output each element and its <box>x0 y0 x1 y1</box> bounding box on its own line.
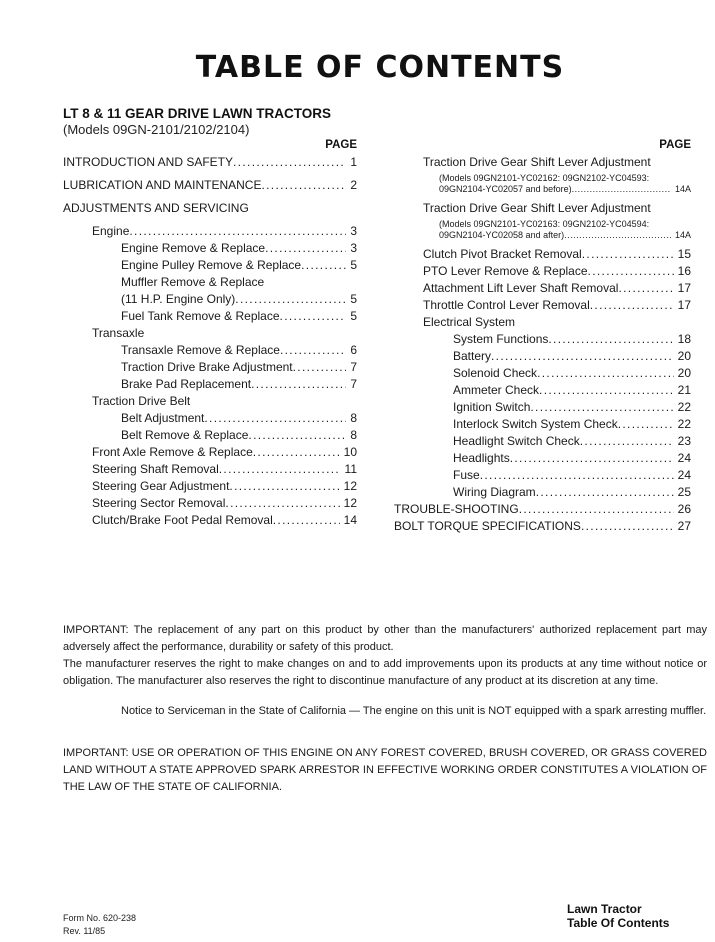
toc-entry <box>121 292 357 306</box>
toc-entry-leader <box>249 201 353 215</box>
toc-entry-leader <box>251 377 346 391</box>
toc-entry-label: Steering Gear Adjustment <box>92 479 230 493</box>
toc-entry-label: (11 H.P. Engine Only) <box>121 292 236 306</box>
toc-entry-page <box>353 326 357 340</box>
toc-entry-label: Throttle Control Lever Removal <box>423 298 590 312</box>
california-notice: Notice to Serviceman in the State of California — The engine on this unit is NOT equipped with a spark arresting muffler. <box>121 705 707 717</box>
toc-entry-page: 26 <box>677 502 691 516</box>
toc-entry-label: LUBRICATION AND MAINTENANCE <box>63 178 262 192</box>
toc-entry-label: Steering Sector Removal <box>92 496 226 510</box>
toc-entry-page <box>687 315 691 329</box>
toc-entry-page: 2 <box>350 178 357 192</box>
toc-entry-page <box>687 173 691 184</box>
toc-entry-leader <box>649 173 687 184</box>
toc-entry <box>439 173 691 184</box>
toc-entry <box>121 377 357 391</box>
toc-entry-label: Transaxle Remove & Replace <box>121 343 280 357</box>
toc-entry-leader <box>233 155 346 169</box>
toc-entry <box>121 258 357 272</box>
toc-entry-page: 3 <box>350 241 357 255</box>
toc-entry-page: 8 <box>350 411 357 425</box>
toc-entry-page: 11 <box>344 462 357 476</box>
form-number: Form No. 620-238 <box>63 913 137 923</box>
toc-entry-leader <box>248 428 346 442</box>
toc-entry-page: 24 <box>677 451 691 465</box>
toc-entry-label: Headlights <box>453 451 510 465</box>
toc-entry <box>92 513 357 527</box>
toc-entry-page: 14A <box>674 230 691 240</box>
toc-entry <box>453 468 691 482</box>
toc-entry-leader <box>580 434 674 448</box>
toc-entry-leader <box>264 275 353 289</box>
toc-entry-page: 12 <box>343 479 357 493</box>
toc-entry-leader <box>280 343 346 357</box>
toc-entry-page: 21 <box>677 383 691 397</box>
toc-entry-page: 7 <box>350 377 357 391</box>
page-title: TABLE OF CONTENTS <box>195 50 565 85</box>
toc-entry-leader <box>618 281 673 295</box>
toc-entry-page <box>687 219 691 230</box>
toc-entry-leader <box>261 178 346 192</box>
toc-entry <box>121 360 357 374</box>
toc-entry-leader <box>537 366 674 380</box>
left-page-header: PAGE <box>325 139 357 151</box>
toc-entry-label: (Models 09GN2101-YC02163: 09GN2102-YC04594: <box>439 219 650 229</box>
toc-entry-label: Fuse <box>453 468 480 482</box>
toc-entry-page: 10 <box>343 445 357 459</box>
toc-entry <box>423 298 691 312</box>
toc-entry <box>423 315 691 329</box>
toc-entry-page: 15 <box>677 247 691 261</box>
toc-entry-label: Headlight Switch Check <box>453 434 580 448</box>
toc-entry-leader <box>564 230 671 241</box>
toc-entry-label: Solenoid Check <box>453 366 538 380</box>
toc-entry-label: BOLT TORQUE SPECIFICATIONS <box>394 519 581 533</box>
toc-entry-page: 14 <box>343 513 357 527</box>
toc-entry-leader <box>204 411 346 425</box>
toc-entry-leader <box>190 394 353 408</box>
toc-entry <box>423 155 691 169</box>
toc-entry-page: 5 <box>350 309 357 323</box>
toc-entry-page <box>687 155 691 169</box>
toc-entry-page: 12 <box>343 496 357 510</box>
toc-entry-page: 23 <box>677 434 691 448</box>
toc-entry-label: Steering Shaft Removal <box>92 462 219 476</box>
toc-entry <box>92 224 357 238</box>
toc-entry <box>92 496 357 510</box>
toc-entry-leader <box>510 451 674 465</box>
toc-entry-leader <box>536 485 674 499</box>
toc-entry-page: 20 <box>677 366 691 380</box>
toc-entry-page <box>353 201 357 215</box>
document-title: LT 8 & 11 GEAR DRIVE LAWN TRACTORS <box>63 106 332 121</box>
toc-entry <box>121 343 357 357</box>
toc-entry-page: 3 <box>350 224 357 238</box>
toc-entry <box>423 281 691 295</box>
toc-entry-label: ADJUSTMENTS AND SERVICING <box>63 201 249 215</box>
toc-entry <box>121 241 357 255</box>
toc-entry-leader <box>572 184 671 195</box>
document-label-line-2: Table Of Contents <box>567 916 670 930</box>
toc-entry-page: 6 <box>350 343 357 357</box>
toc-entry <box>92 445 357 459</box>
toc-entry-leader <box>235 292 346 306</box>
toc-entry-label: Front Axle Remove & Replace <box>92 445 253 459</box>
toc-entry-label: Belt Adjustment <box>121 411 205 425</box>
toc-entry-page: 27 <box>677 519 691 533</box>
toc-entry <box>423 201 691 215</box>
toc-entry-leader <box>539 383 674 397</box>
toc-entry-label: Muffler Remove & Replace <box>121 275 265 289</box>
toc-entry-label: Clutch Pivot Bracket Removal <box>423 247 582 261</box>
toc-entry-label: Clutch/Brake Foot Pedal Removal <box>92 513 273 527</box>
toc-entry <box>453 349 691 363</box>
toc-entry-label: (Models 09GN2101-YC02162: 09GN2102-YC04593: <box>439 173 650 183</box>
toc-entry-label: Ignition Switch <box>453 400 531 414</box>
toc-entry-page: 8 <box>350 428 357 442</box>
toc-entry <box>394 519 691 533</box>
toc-entry <box>453 451 691 465</box>
document-label <box>567 902 669 930</box>
toc-entry-label: Engine Remove & Replace <box>121 241 266 255</box>
toc-entry-page: 24 <box>677 468 691 482</box>
toc-entry-leader <box>515 315 687 329</box>
toc-entry-label: System Functions <box>453 332 549 346</box>
toc-entry <box>439 184 691 195</box>
toc-entry-leader <box>480 468 674 482</box>
toc-entry <box>121 309 357 323</box>
toc-entry-leader <box>590 298 674 312</box>
toc-entry-page: 5 <box>350 292 357 306</box>
important-notice-replacement: IMPORTANT: The replacement of any part on this product by other than the manufacturers' authorized replacement part may adversely affect the performance, durability or safety of this product. <box>63 624 707 653</box>
toc-entry-label: Belt Remove & Replace <box>121 428 249 442</box>
toc-entry-page <box>353 394 357 408</box>
toc-entry-label: Wiring Diagram <box>453 485 536 499</box>
toc-entry-leader <box>265 241 346 255</box>
manufacturer-notice: The manufacturer reserves the right to make changes on and to add improvements upon its products at any time without notice or obligation. The manufacturer also reserves the right to discontinue manufacture of any product at its discretion at any time. <box>63 658 707 687</box>
toc-entry-leader <box>582 247 674 261</box>
toc-entry <box>423 264 691 278</box>
toc-entry-label: Ammeter Check <box>453 383 540 397</box>
toc-entry-page: 5 <box>350 258 357 272</box>
revision: Rev. 11/85 <box>63 926 106 936</box>
toc-entry-label: PTO Lever Remove & Replace <box>423 264 588 278</box>
toc-entry-page: 16 <box>677 264 691 278</box>
toc-entry <box>453 400 691 414</box>
toc-entry <box>92 462 357 476</box>
toc-entry <box>92 479 357 493</box>
toc-entry-page: 25 <box>677 485 691 499</box>
toc-entry-page: 7 <box>350 360 357 374</box>
toc-entry <box>92 394 357 408</box>
toc-entry <box>453 332 691 346</box>
toc-entry-leader <box>649 219 687 230</box>
toc-entry-leader <box>519 502 674 516</box>
toc-entry-label: Traction Drive Gear Shift Lever Adjustment <box>423 201 651 215</box>
toc-entry-leader <box>530 400 673 414</box>
toc-entry <box>453 366 691 380</box>
toc-entry-label: INTRODUCTION AND SAFETY <box>63 155 234 169</box>
important-notice-spark-arrestor: IMPORTANT: USE OR OPERATION OF THIS ENGINE ON ANY FOREST COVERED, BRUSH COVERED, OR GRASS COVERED LAND WITHOUT A STATE APPROVED SPARK ARRESTOR IN EFFECTIVE WORKING ORDER CONSTITUTES A VIOLATION OF THE LAW OF THE STATE OF CALIFORNIA. <box>63 747 707 793</box>
toc-entry <box>423 247 691 261</box>
toc-entry-label: Traction Drive Gear Shift Lever Adjustment <box>423 155 651 169</box>
document-subtitle: (Models 09GN-2101/2102/2104) <box>63 122 250 137</box>
toc-entry-page <box>353 275 357 289</box>
toc-entry-leader <box>225 496 339 510</box>
toc-entry-label: Brake Pad Replacement <box>121 377 252 391</box>
toc-entry-leader <box>651 201 687 215</box>
toc-entry-leader <box>618 417 674 431</box>
toc-entry-page: 17 <box>677 281 691 295</box>
toc-entry-leader <box>651 155 687 169</box>
toc-entry-leader <box>301 258 346 272</box>
toc-entry-label: Traction Drive Belt <box>92 394 191 408</box>
toc-entry-label: Traction Drive Brake Adjustment <box>121 360 293 374</box>
toc-entry-label: Electrical System <box>423 315 516 329</box>
toc-entry-label: Battery <box>453 349 492 363</box>
toc-entry <box>453 383 691 397</box>
toc-entry-leader <box>144 326 353 340</box>
toc-entry-label: Interlock Switch System Check <box>453 417 618 431</box>
toc-entry <box>121 275 357 289</box>
toc-entry <box>121 411 357 425</box>
toc-entry-leader <box>581 519 674 533</box>
toc-entry-page: 17 <box>677 298 691 312</box>
toc-entry-leader <box>491 349 674 363</box>
toc-entry <box>453 417 691 431</box>
toc-entry-page: 1 <box>350 155 357 169</box>
toc-entry-page: 22 <box>677 417 691 431</box>
toc-entry-page: 14A <box>674 184 691 194</box>
toc-entry <box>92 326 357 340</box>
toc-entry-label: 09GN2104-YC02058 and after) <box>439 230 565 240</box>
toc-entry-leader <box>280 309 347 323</box>
toc-entry <box>394 502 691 516</box>
toc-entry-leader <box>229 479 339 493</box>
toc-entry-page: 20 <box>677 349 691 363</box>
toc-entry-leader <box>588 264 674 278</box>
toc-entry-label: Engine Pulley Remove & Replace <box>121 258 302 272</box>
toc-entry-leader <box>253 445 340 459</box>
toc-entry <box>453 485 691 499</box>
toc-entry <box>121 428 357 442</box>
form-info <box>63 912 136 938</box>
toc-entry-page: 22 <box>677 400 691 414</box>
toc-entry-leader <box>293 360 347 374</box>
toc-entry-page: 18 <box>677 332 691 346</box>
toc-entry <box>453 434 691 448</box>
toc-entry-leader <box>219 462 341 476</box>
toc-entry-label: Fuel Tank Remove & Replace <box>121 309 280 323</box>
toc-entry <box>439 230 691 241</box>
toc-entry-leader <box>273 513 340 527</box>
toc-entry-label: 09GN2104-YC02057 and before) <box>439 184 572 194</box>
toc-entry <box>63 201 357 215</box>
toc-entry <box>63 155 357 169</box>
toc-entry-leader <box>548 332 673 346</box>
toc-entry-page <box>687 201 691 215</box>
document-label-line-1: Lawn Tractor <box>567 902 642 916</box>
toc-entry-label: Engine <box>92 224 130 238</box>
toc-entry-label: TROUBLE-SHOOTING <box>394 502 519 516</box>
right-page-header: PAGE <box>659 139 691 151</box>
toc-entry <box>439 219 691 230</box>
toc-entry-label: Transaxle <box>92 326 145 340</box>
toc-entry-leader <box>129 224 346 238</box>
toc-entry-label: Attachment Lift Lever Shaft Removal <box>423 281 619 295</box>
toc-entry <box>63 178 357 192</box>
